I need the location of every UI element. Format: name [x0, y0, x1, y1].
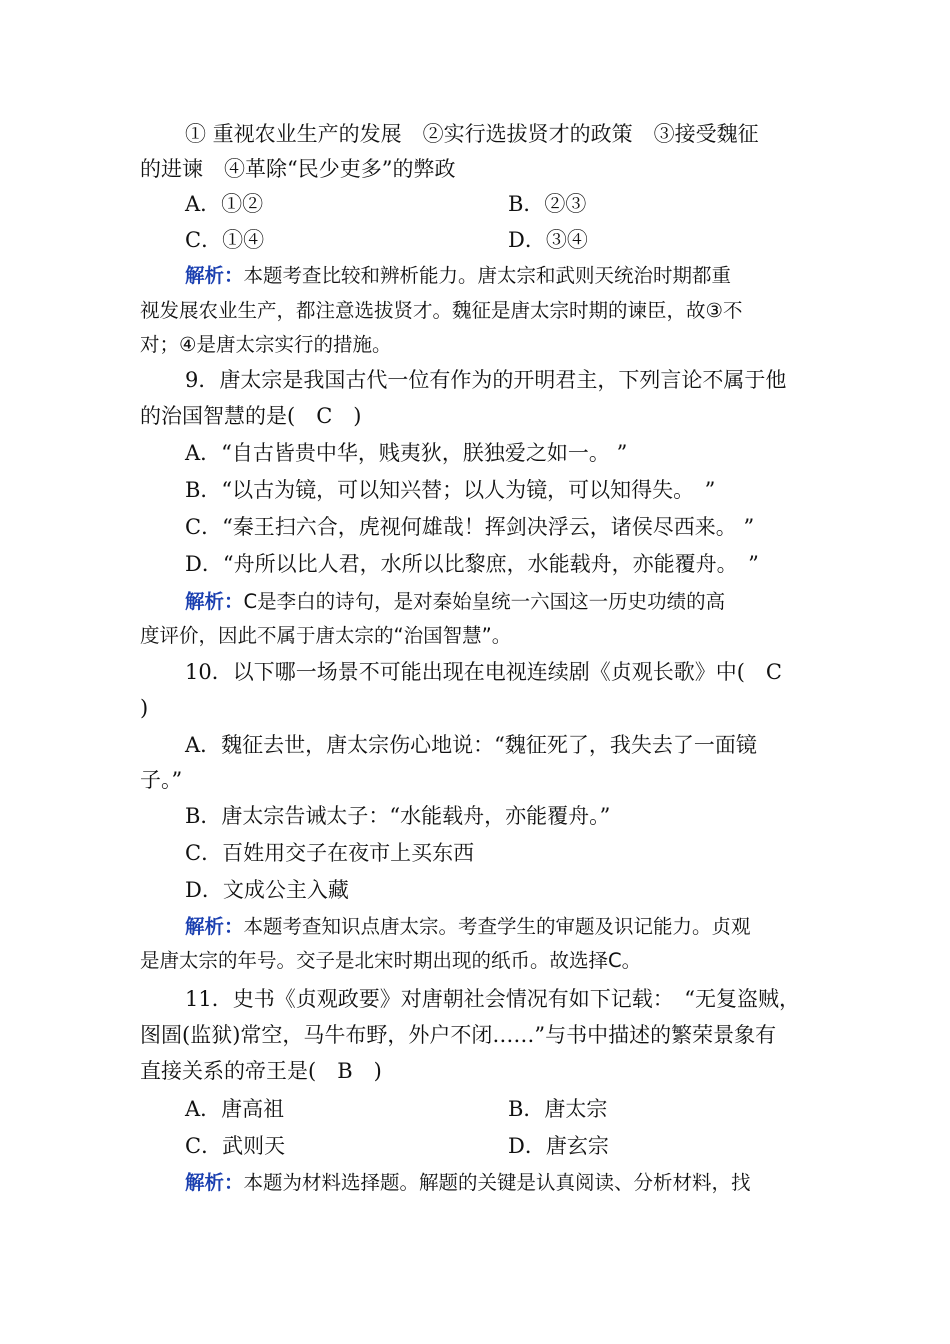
- q10-option-c: C．百姓用交子在夜市上买东西: [185, 841, 475, 865]
- q8-analysis-line2: 视发展农业生产，都注意选拔贤才。魏征是唐太宗时期的谏臣，故③不: [140, 299, 743, 322]
- q9-analysis-line1: [185, 587, 860, 617]
- q9-analysis-line2: 度评价，因此不属于唐太宗的“治国智慧”。: [140, 624, 512, 647]
- q11-stem-line3: 直接关系的帝王是( B ): [140, 1059, 382, 1083]
- q8-option-a: A．①②: [185, 192, 264, 216]
- analysis-text: 本题考查比较和辨析能力。唐太宗和武则天统治时期都重: [243, 264, 732, 287]
- q11-option-b: B．唐太宗: [508, 1097, 608, 1121]
- q8-option-b: B．②③: [508, 192, 587, 216]
- analysis-label: 解析：: [185, 915, 244, 938]
- q10-analysis-line1: [185, 912, 860, 942]
- q8-stem-line2: 的进谏 ④革除“民少吏多”的弊政: [140, 157, 456, 181]
- q10-option-a-line1: A．魏征去世，唐太宗伤心地说：“魏征死了，我失去了一面镜: [185, 733, 757, 757]
- q9-option-d: D．“舟所以比人君，水所以比黎庶，水能载舟，亦能覆舟。 ”: [185, 552, 759, 576]
- q8-analysis-line1: [185, 261, 860, 291]
- q8-option-d: D．③④: [508, 228, 588, 252]
- q10-stem-line1: 10．以下哪一场景不可能出现在电视连续剧《贞观长歌》中( C: [185, 660, 782, 684]
- q9-option-a: A．“自古皆贵中华，贱夷狄，朕独爱之如一。 ”: [185, 441, 628, 465]
- q11-option-c: C．武则天: [185, 1134, 286, 1158]
- q9-option-b: B．“以古为镜，可以知兴替；以人为镜，可以知得失。 ”: [185, 478, 716, 502]
- q9-option-c: C．“秦王扫六合，虎视何雄哉！挥剑决浮云，诸侯尽西来。 ”: [185, 515, 755, 539]
- analysis-label: 解析：: [185, 590, 244, 613]
- q11-analysis-line1: [185, 1168, 860, 1198]
- analysis-label: 解析：: [185, 1171, 244, 1194]
- q9-stem-line1: 9．唐太宗是我国古代一位有作为的开明君主，下列言论不属于他: [185, 368, 787, 392]
- q11-option-a: A．唐高祖: [185, 1097, 285, 1121]
- q11-stem-line2: 图圄(监狱)常空，马牛布野，外户不闭……”与书中描述的繁荣景象有: [140, 1023, 777, 1047]
- analysis-text: 本题为材料选择题。解题的关键是认真阅读、分析材料，找: [243, 1171, 751, 1194]
- q10-option-a-line2: 子。”: [140, 768, 183, 792]
- q10-analysis-line2: 是唐太宗的年号。交子是北宋时期出现的纸币。故选择C。: [140, 949, 642, 972]
- q10-option-b: B．唐太宗告诫太子：“水能载舟，亦能覆舟。”: [185, 804, 611, 828]
- q10-stem-line2: ): [140, 696, 149, 720]
- q8-analysis-line3: 对；④是唐太宗实行的措施。: [140, 333, 392, 356]
- q11-option-d: D．唐玄宗: [508, 1134, 609, 1158]
- q8-stem-line1: ① 重视农业生产的发展 ②实行选拔贤才的政策 ③接受魏征: [185, 122, 759, 146]
- q9-stem-line2: 的治国智慧的是( C ): [140, 404, 362, 428]
- q10-option-d: D．文成公主入藏: [185, 878, 349, 902]
- analysis-text: 本题考查知识点唐太宗。考查学生的审题及识记能力。贞观: [243, 915, 751, 938]
- analysis-text: C是李白的诗句，是对秦始皇统一六国这一历史功绩的高: [243, 590, 726, 613]
- analysis-label: 解析：: [185, 264, 244, 287]
- q8-option-c: C．①④: [185, 228, 265, 252]
- q11-stem-line1: 11．史书《贞观政要》对唐朝社会情况有如下记载： “无复盗贼，: [185, 987, 800, 1011]
